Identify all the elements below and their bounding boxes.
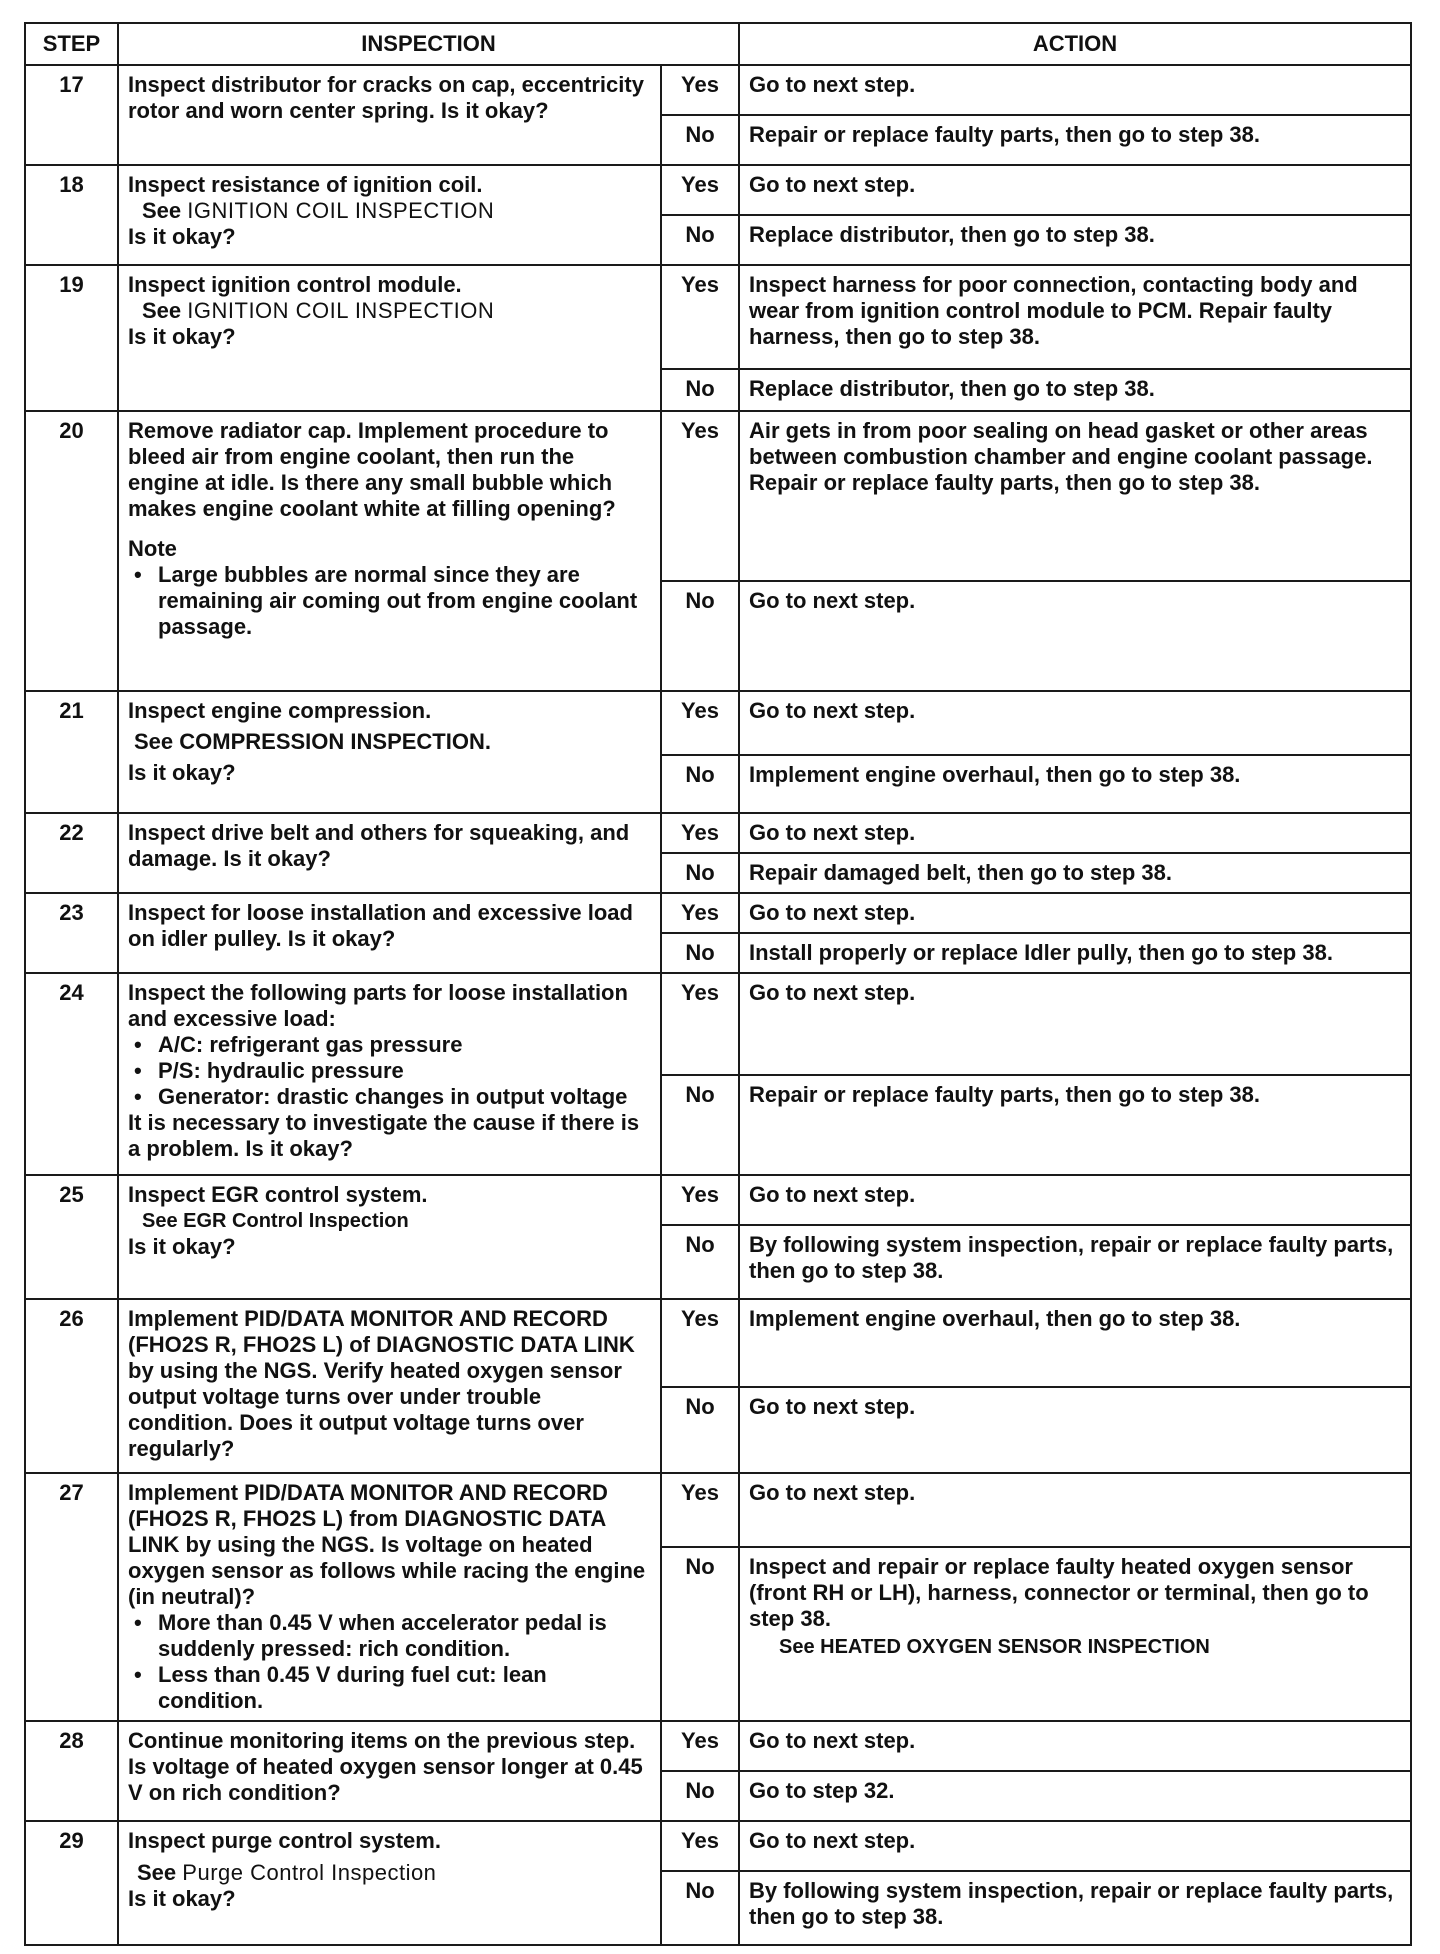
inspection-cell — [118, 1299, 661, 1473]
list-item: • P/S: hydraulic pressure — [128, 1058, 651, 1084]
see-label: See — [142, 298, 182, 323]
inspection-question: Is it okay? — [128, 760, 236, 785]
yes-label: Yes — [661, 973, 739, 1075]
see-reference — [137, 1860, 651, 1886]
no-action: By following system inspection, repair or replace faulty parts, then go to step 38. — [739, 1225, 1411, 1299]
yes-action: Go to next step. — [739, 165, 1411, 215]
no-label: No — [661, 933, 739, 973]
diagnostic-procedure-table — [24, 22, 1412, 1946]
inspection-cell — [118, 165, 661, 265]
table-row — [25, 691, 1411, 755]
table-row — [25, 1175, 1411, 1225]
table-row — [25, 1821, 1411, 1871]
table-row — [25, 1721, 1411, 1771]
no-action: Go to step 32. — [739, 1771, 1411, 1821]
table-row — [25, 1299, 1411, 1387]
inspection-text: Inspect distributor for cracks on cap, eccentricity rotor and worn center spring. Is it okay? — [128, 72, 644, 123]
no-action: Go to next step. — [739, 1387, 1411, 1473]
yes-action: Go to next step. — [739, 973, 1411, 1075]
yes-action: Go to next step. — [739, 813, 1411, 853]
yes-action: Go to next step. — [739, 1721, 1411, 1771]
step-number: 21 — [25, 691, 118, 813]
yes-action: Inspect harness for poor connection, contacting body and wear from ignition control module to PCM. Repair faulty harness, then go to step 38. — [739, 265, 1411, 369]
inspection-cell — [118, 893, 661, 973]
inspection-cell — [118, 65, 661, 165]
see-reference: See HEATED OXYGEN SENSOR INSPECTION — [779, 1636, 1210, 1658]
yes-label: Yes — [661, 265, 739, 369]
see-reference: See COMPRESSION INSPECTION. — [134, 729, 491, 754]
step-number: 24 — [25, 973, 118, 1175]
yes-action: Go to next step. — [739, 893, 1411, 933]
yes-label: Yes — [661, 1473, 739, 1547]
yes-label: Yes — [661, 65, 739, 115]
no-action: Install properly or replace Idler pully, then go to step 38. — [739, 933, 1411, 973]
inspection-question: Is it okay? — [128, 324, 236, 349]
yes-action: Go to next step. — [739, 1175, 1411, 1225]
action-column-header: ACTION — [739, 23, 1411, 65]
no-action: Implement engine overhaul, then go to step 38. — [739, 755, 1411, 813]
yes-action: Implement engine overhaul, then go to step 38. — [739, 1299, 1411, 1387]
table-row — [25, 813, 1411, 853]
inspection-question: It is necessary to investigate the cause if there is a problem. Is it okay? — [128, 1110, 640, 1161]
list-item: • Large bubbles are normal since they are remaining air coming out from engine coolant passage. — [128, 562, 651, 640]
step-number: 28 — [25, 1721, 118, 1821]
no-label: No — [661, 1075, 739, 1175]
inspection-text: Remove radiator cap. Implement procedure to bleed air from engine coolant, then run the engine at idle. Is there any small bubble which makes engine coolant white at filling opening? — [128, 418, 616, 521]
inspection-text: Inspect purge control system. — [128, 1828, 441, 1853]
yes-action: Go to next step. — [739, 1473, 1411, 1547]
note-list — [128, 562, 651, 640]
no-label: No — [661, 369, 739, 411]
inspection-text: Inspect engine compression. — [128, 698, 432, 723]
table-row — [25, 265, 1411, 369]
no-action: Inspect and repair or replace faulty heated oxygen sensor (front RH or LH), harness, connector or terminal, then go to step 38. — [749, 1554, 1369, 1631]
inspection-question: Is it okay? — [128, 1886, 236, 1911]
parts-list — [128, 1032, 651, 1110]
no-label: No — [661, 1387, 739, 1473]
no-action: Replace distributor, then go to step 38. — [739, 369, 1411, 411]
yes-label: Yes — [661, 1175, 739, 1225]
yes-label: Yes — [661, 691, 739, 755]
step-number: 25 — [25, 1175, 118, 1299]
inspection-question: Is it okay? — [128, 1234, 236, 1259]
step-number: 27 — [25, 1473, 118, 1721]
table-row — [25, 973, 1411, 1075]
inspection-cell — [118, 1721, 661, 1821]
no-label: No — [661, 755, 739, 813]
table-row — [25, 893, 1411, 933]
yes-action: Go to next step. — [739, 691, 1411, 755]
inspection-cell — [118, 973, 661, 1175]
no-label: No — [661, 1225, 739, 1299]
yes-label: Yes — [661, 1721, 739, 1771]
yes-label: Yes — [661, 1821, 739, 1871]
inspection-text: Inspect EGR control system. — [128, 1182, 428, 1207]
inspection-cell — [118, 691, 661, 813]
yes-action: Go to next step. — [739, 65, 1411, 115]
yes-label: Yes — [661, 165, 739, 215]
step-number: 23 — [25, 893, 118, 973]
step-number: 29 — [25, 1821, 118, 1945]
inspection-column-header: INSPECTION — [118, 23, 739, 65]
yes-label: Yes — [661, 813, 739, 853]
note-heading: Note — [128, 536, 177, 561]
inspection-cell — [118, 1821, 661, 1945]
inspection-text: Implement PID/DATA MONITOR AND RECORD (FHO2S R, FHO2S L) of DIAGNOSTIC DATA LINK by using the NGS. Verify heated oxygen sensor output voltage turns over under trouble condition. Does it output voltage turns over regularly? — [128, 1306, 635, 1461]
see-label: See — [137, 1860, 177, 1885]
step-number: 17 — [25, 65, 118, 165]
inspection-text: Inspect drive belt and others for squeaking, and damage. Is it okay? — [128, 820, 630, 871]
inspection-cell — [118, 265, 661, 411]
step-number: 18 — [25, 165, 118, 265]
no-action: Repair damaged belt, then go to step 38. — [739, 853, 1411, 893]
table-row — [25, 65, 1411, 115]
inspection-text: Inspect for loose installation and excessive load on idler pulley. Is it okay? — [128, 900, 633, 951]
condition-list — [128, 1610, 651, 1714]
no-label: No — [661, 1771, 739, 1821]
no-action: By following system inspection, repair or replace faulty parts, then go to step 38. — [739, 1871, 1411, 1945]
yes-action: Go to next step. — [739, 1821, 1411, 1871]
table-header-row — [25, 23, 1411, 65]
inspection-text: Continue monitoring items on the previous step. Is voltage of heated oxygen sensor longer at 0.45 V on rich condition? — [128, 1728, 643, 1805]
list-item: • More than 0.45 V when accelerator pedal is suddenly pressed: rich condition. — [128, 1610, 651, 1662]
see-reference — [142, 198, 651, 224]
no-action: Replace distributor, then go to step 38. — [739, 215, 1411, 265]
no-label: No — [661, 581, 739, 691]
inspection-text: Implement PID/DATA MONITOR AND RECORD (FHO2S R, FHO2S L) from DIAGNOSTIC DATA LINK by using the NGS. Is voltage on heated oxygen sensor as follows while racing the engine (in neutral)? — [128, 1480, 646, 1609]
no-label: No — [661, 1547, 739, 1721]
no-action-cell — [739, 1547, 1411, 1721]
list-item: • Less than 0.45 V during fuel cut: lean condition. — [128, 1662, 651, 1714]
inspection-text: Inspect resistance of ignition coil. — [128, 172, 483, 197]
table-row — [25, 165, 1411, 215]
step-number: 20 — [25, 411, 118, 691]
step-number: 19 — [25, 265, 118, 411]
no-label: No — [661, 853, 739, 893]
list-item: • Generator: drastic changes in output voltage — [128, 1084, 651, 1110]
inspection-text: Inspect ignition control module. — [128, 272, 462, 297]
yes-action: Air gets in from poor sealing on head gasket or other areas between combustion chamber and engine coolant passage. Repair or replace faulty parts, then go to step 38. — [739, 411, 1411, 581]
no-action: Go to next step. — [739, 581, 1411, 691]
no-action: Repair or replace faulty parts, then go to step 38. — [739, 115, 1411, 165]
inspection-cell — [118, 1473, 661, 1721]
see-reference-title: IGNITION COIL INSPECTION — [187, 198, 495, 223]
inspection-cell — [118, 1175, 661, 1299]
table-row — [25, 411, 1411, 581]
yes-label: Yes — [661, 893, 739, 933]
yes-label: Yes — [661, 411, 739, 581]
no-label: No — [661, 215, 739, 265]
see-reference-title: Purge Control Inspection — [182, 1860, 437, 1885]
inspection-text: Inspect the following parts for loose installation and excessive load: — [128, 980, 628, 1031]
inspection-question: Is it okay? — [128, 224, 236, 249]
see-reference: See EGR Control Inspection — [142, 1210, 409, 1232]
table-row — [25, 1473, 1411, 1547]
yes-label: Yes — [661, 1299, 739, 1387]
see-reference — [142, 298, 651, 324]
inspection-cell — [118, 411, 661, 691]
step-column-header: STEP — [25, 23, 118, 65]
no-label: No — [661, 1871, 739, 1945]
no-action: Repair or replace faulty parts, then go to step 38. — [739, 1075, 1411, 1175]
step-number: 26 — [25, 1299, 118, 1473]
see-label: See — [142, 198, 182, 223]
inspection-cell — [118, 813, 661, 893]
list-item: • A/C: refrigerant gas pressure — [128, 1032, 651, 1058]
see-reference-title: IGNITION COIL INSPECTION — [187, 298, 495, 323]
step-number: 22 — [25, 813, 118, 893]
no-label: No — [661, 115, 739, 165]
